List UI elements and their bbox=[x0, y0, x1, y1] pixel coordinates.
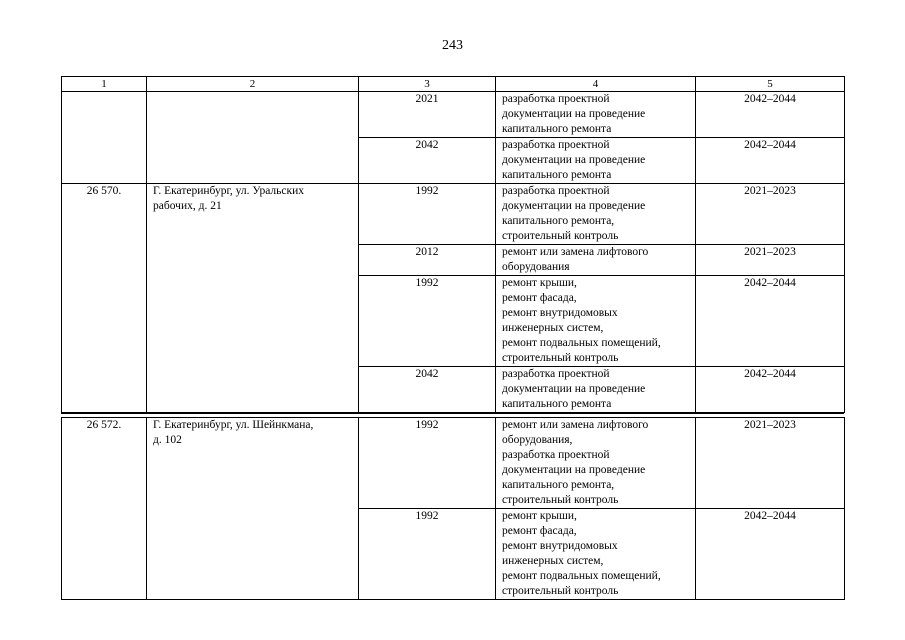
address-cell: Г. Екатеринбург, ул. Уральских рабочих, д. 21 bbox=[147, 184, 359, 413]
building-number-cell bbox=[62, 92, 147, 184]
period-cell: 2021–2023 bbox=[696, 245, 845, 276]
year-cell: 1992 bbox=[359, 509, 496, 600]
building-number-cell: 26 572. bbox=[62, 418, 147, 600]
period-cell: 2021–2023 bbox=[696, 184, 845, 245]
header-cell-5: 5 bbox=[696, 77, 845, 92]
header-cell-3: 3 bbox=[359, 77, 496, 92]
work-type-cell: ремонт или замена лифтового оборудования, разработка проектной документации на проведение капитального ремонта, строительный контроль bbox=[496, 418, 696, 509]
period-cell: 2042–2044 bbox=[696, 138, 845, 184]
work-type-cell: разработка проектной документации на проведение капитального ремонта, строительный контроль bbox=[496, 184, 696, 245]
year-cell: 2042 bbox=[359, 138, 496, 184]
period-cell: 2042–2044 bbox=[696, 509, 845, 600]
work-type-cell: ремонт или замена лифтового оборудования bbox=[496, 245, 696, 276]
address-cell: Г. Екатеринбург, ул. Шейнкмана, д. 102 bbox=[147, 418, 359, 600]
period-cell: 2021–2023 bbox=[696, 418, 845, 509]
work-type-cell: ремонт крыши, ремонт фасада, ремонт внутридомовых инженерных систем, ремонт подвальных помещений, строительный контроль bbox=[496, 509, 696, 600]
work-type-cell: ремонт крыши, ремонт фасада, ремонт внутридомовых инженерных систем, ремонт подвальных помещений, строительный контроль bbox=[496, 276, 696, 367]
table-row bbox=[62, 418, 845, 509]
work-type-cell: разработка проектной документации на проведение капитального ремонта bbox=[496, 92, 696, 138]
header-row bbox=[62, 77, 845, 92]
year-cell: 2012 bbox=[359, 245, 496, 276]
page-number: 243 bbox=[442, 38, 463, 53]
address-cell bbox=[147, 92, 359, 184]
year-cell: 2042 bbox=[359, 367, 496, 413]
work-type-cell: разработка проектной документации на проведение капитального ремонта bbox=[496, 367, 696, 413]
header-cell-2: 2 bbox=[147, 77, 359, 92]
header-cell-4: 4 bbox=[496, 77, 696, 92]
table-separator-line bbox=[61, 413, 844, 414]
works-table-continued bbox=[61, 417, 845, 600]
period-cell: 2042–2044 bbox=[696, 276, 845, 367]
year-cell: 2021 bbox=[359, 92, 496, 138]
table-row bbox=[62, 184, 845, 245]
table-row bbox=[62, 92, 845, 138]
period-cell: 2042–2044 bbox=[696, 92, 845, 138]
building-number-cell: 26 570. bbox=[62, 184, 147, 413]
period-cell: 2042–2044 bbox=[696, 367, 845, 413]
year-cell: 1992 bbox=[359, 184, 496, 245]
year-cell: 1992 bbox=[359, 418, 496, 509]
year-cell: 1992 bbox=[359, 276, 496, 367]
header-cell-1: 1 bbox=[62, 77, 147, 92]
works-table bbox=[61, 76, 845, 413]
work-type-cell: разработка проектной документации на проведение капитального ремонта bbox=[496, 138, 696, 184]
